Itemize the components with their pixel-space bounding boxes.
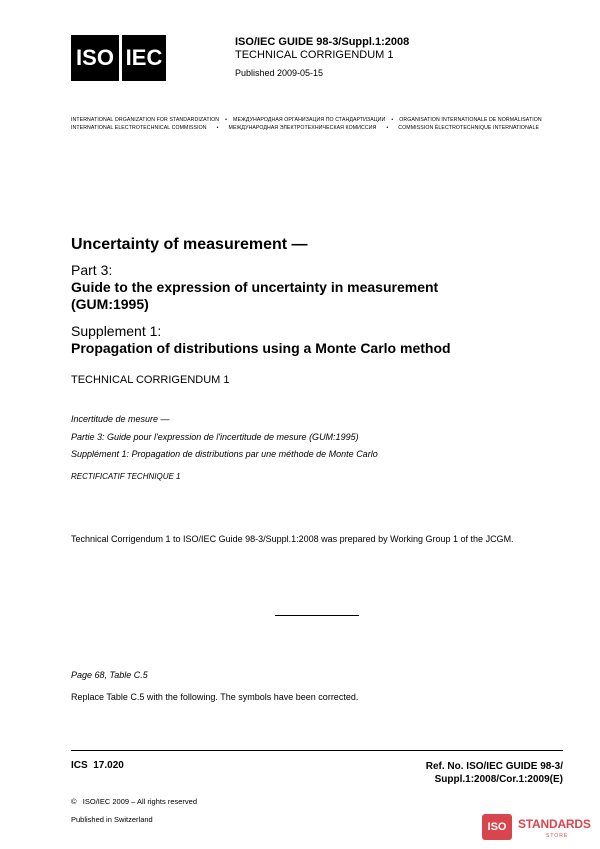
reference-line-1: Ref. No. ISO/IEC GUIDE 98-3/ — [425, 761, 563, 772]
watermark-iso-badge — [482, 814, 512, 840]
org-iec-en: INTERNATIONAL ELECTROTECHNICAL COMMISSION — [71, 125, 207, 131]
iso-logo — [71, 35, 119, 81]
separator: • — [225, 117, 228, 123]
iso-logo-text: ISO — [76, 45, 114, 70]
org-iec-ru: МЕЖДУНАРОДНАЯ ЭЛЕКТРОТЕХНИЧЕСКАЯ КОМИССИЯ — [228, 125, 377, 131]
supplement-title: Propagation of distributions using a Monte Carlo method — [71, 340, 451, 356]
watermark-iso-text: ISO — [487, 821, 507, 833]
separator: • — [386, 125, 389, 131]
org-iso-fr: ORGANISATION INTERNATIONALE DE NORMALISATION — [399, 117, 542, 123]
ics-code: ICS 17.020 — [71, 760, 124, 771]
iec-logo-text: IEC — [125, 45, 163, 70]
document-id: ISO/IEC GUIDE 98-3/Suppl.1:2008 — [235, 36, 410, 48]
supplement-label: Supplement 1: — [71, 323, 162, 339]
separator: • — [216, 125, 219, 131]
reference-number — [426, 760, 563, 786]
org-iso-en: INTERNATIONAL ORGANIZATION FOR STANDARDIZATION — [71, 117, 220, 123]
french-part-title: Partie 3: Guide pour l'expression de l'incertitude de mesure (GUM:1995) — [71, 432, 359, 442]
intro-paragraph: Technical Corrigendum 1 to ISO/IEC Guide 98-3/Suppl.1:2008 was prepared by Working Group 1 of the JCGM. — [71, 534, 514, 544]
copyright-notice: © ISO/IEC 2009 – All rights reserved — [71, 797, 197, 806]
org-iec-fr: COMMISSION ÉLECTROTECHNIQUE INTERNATIONALE — [398, 125, 540, 131]
corrigendum-label: TECHNICAL CORRIGENDUM 1 — [71, 374, 230, 386]
publication-date: Published 2009-05-15 — [235, 68, 324, 78]
reference-line-2: Suppl.1:2008/Cor.1:2009(E) — [434, 774, 563, 785]
org-iso-ru: МЕЖДУНАРОДНАЯ ОРГАНИЗАЦИЯ ПО СТАНДАРТИЗАЦИИ — [233, 117, 386, 123]
footer-rule — [71, 750, 563, 751]
correction-instruction: Replace Table C.5 with the following. The symbols have been corrected. — [71, 692, 359, 702]
separator: • — [391, 117, 394, 123]
main-title: Uncertainty of measurement — — [71, 236, 308, 253]
french-corrigendum: RECTIFICATIF TECHNIQUE 1 — [71, 472, 181, 481]
iso-standards-store-watermark — [482, 812, 594, 844]
part-title: Guide to the expression of uncertainty in measurement (GUM:1995) — [71, 279, 439, 312]
part-label: Part 3: — [71, 262, 113, 278]
french-supplement-title: Supplément 1: Propagation de distributions par une méthode de Monte Carlo — [71, 449, 378, 459]
french-title-main: Incertitude de mesure — — [71, 414, 170, 424]
section-divider — [275, 615, 359, 616]
watermark-standards-text: STANDARDS — [518, 817, 591, 831]
iec-logo — [122, 35, 166, 81]
org-row-2 — [71, 125, 539, 131]
document-type: TECHNICAL CORRIGENDUM 1 — [235, 49, 394, 61]
watermark-store-text: STORE — [546, 833, 569, 839]
org-row-1 — [71, 117, 542, 123]
correction-location: Page 68, Table C.5 — [71, 670, 148, 680]
publication-place: Published in Switzerland — [71, 815, 153, 824]
